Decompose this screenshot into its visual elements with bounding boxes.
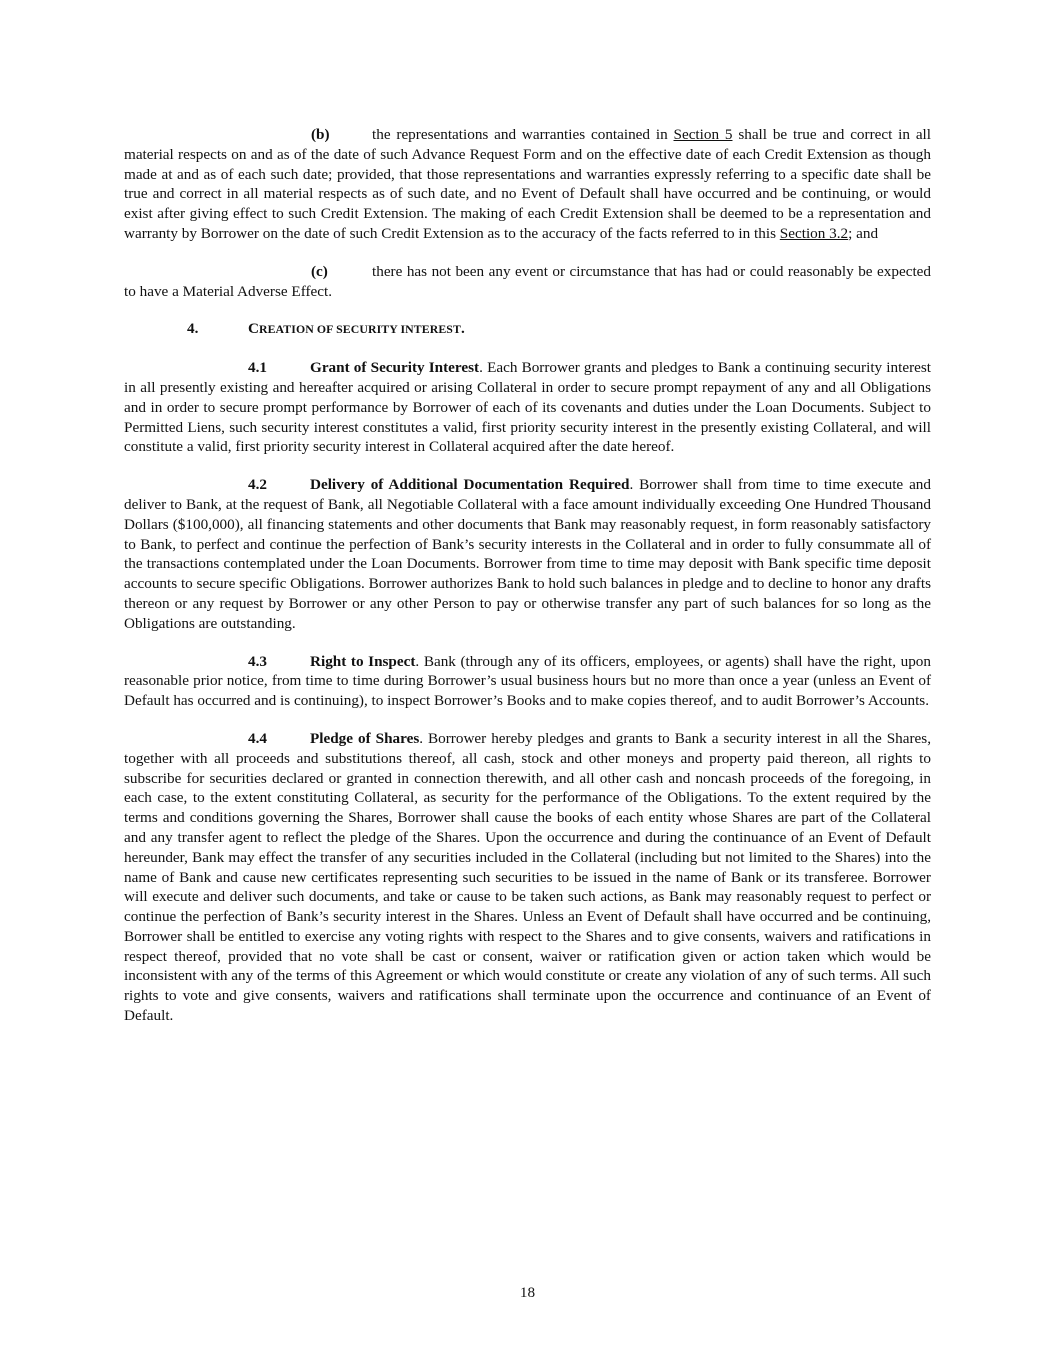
section-heading-period: . <box>460 320 465 338</box>
section-4-2-number: 4.2 <box>248 476 267 494</box>
section-4-3-title: Right to Inspect <box>310 652 416 670</box>
section-4-1 <box>124 358 931 457</box>
paragraph-b <box>124 125 931 244</box>
section-4-3-number: 4.3 <box>248 652 267 670</box>
section-4-4-number: 4.4 <box>248 729 267 747</box>
section-4-3-text: . Bank (through any of its officers, employees, or agents) shall have the right, upon reasonable prior notice, from time to time during Borrower’s usual business hours but no more than once a year (unless an Event of Default has occurred and is continuing), to inspect Borrower’s Books and to make copies thereof, and to audit Borrower’s Accounts. <box>124 652 931 710</box>
section-heading-title: REATION OF SECURITY INTEREST <box>258 322 461 337</box>
section-heading-number: 4. <box>187 320 199 338</box>
paragraph-c-text: there has not been any event or circumstance that has had or could reasonably be expected to have a Material Adverse Effect. <box>124 262 931 300</box>
section-4-2-title: Delivery of Additional Documentation Required <box>310 476 630 494</box>
paragraph-b-text-1: the representations and warranties contained in <box>372 126 674 143</box>
section-4-4-text: . Borrower hereby pledges and grants to Bank a security interest in all the Shares, together with all proceeds and substitutions thereof, all cash, stock and other moneys and property paid thereon, all rights to subscribe for securities declared or granted in connection therewith, and all other cash and noncash proceeds of the foregoing, in each case, to the extent constituting Collateral, as security for the performance of the Obligations. To the extent required by the terms and conditions governing the Shares, Borrower shall cause the books of each entity whose Shares are part of the Collateral and any transfer agent to reflect the pledge of the Shares. Upon the occurrence and during the continuance of an Event of Default hereunder, Bank may effect the transfer of any securities included in the Collateral (including but not limited to the Shares) into the name of Bank and cause new certificates representing such securities to be issued in the name of Bank or its transferee. Borrower will execute and deliver such documents, and take or cause to be taken such actions, as Bank may reasonably request to perfect or continue the perfection of Bank’s security interest in the Shares. Unless an Event of Default shall have occurred and be continuing, Borrower shall be entitled to exercise any voting rights with respect to the Shares and to give consents, waivers and ratifications in respect thereof, provided that no vote shall be cast or consent, waiver or ratification given or action taken which would be inconsistent with any of the terms of this Agreement or which would constitute or create any violation of any of such terms. All such rights to vote and give consents, waivers and ratifications shall terminate upon the occurrence and continuance of an Event of Default. <box>124 729 931 1025</box>
section-4-1-title: Grant of Security Interest <box>310 359 480 377</box>
document-page <box>124 125 931 1026</box>
section-4-2-text: . Borrower shall from time to time execute and deliver to Bank, at the request of Bank, all Negotiable Collateral with a face amount individually exceeding One Hundred Thousand Dollars ($100,000), all financing statements and other documents that Bank may reasonably request, in form reasonably satisfactory to Bank, to perfect and continue the perfection of Bank’s security interests in the Collateral and in order to fully consummate all of the transactions contemplated under the Loan Documents. Borrower from time to time may deposit with Bank specific time deposit accounts to secure specific Obligations. Borrower authorizes Bank to hold such balances in pledge and to decline to honor any drafts thereon or any request by Borrower or any other Person to pay or otherwise transfer any part of such balances for so long as the Obligations are outstanding. <box>124 476 931 632</box>
paragraph-b-label: (b) <box>311 126 330 143</box>
paragraph-b-text-2: shall be true and correct in all material respects on and as of the date of such Advance Request Form and on the effective date of each Credit Extension as though made at and as of each such date; provided, that those representations and warranties expressly referring to a specific date shall be true and correct in all material respects as of such date, and no Event of Default shall have occurred and be continuing, or would exist after giving effect to such Credit Extension. The making of each Credit Extension shall be deemed to be a representation and warranty by Borrower on the date of such Credit Extension as to the accuracy of the facts referred to in this <box>124 126 931 242</box>
paragraph-b-text-3: ; and <box>848 224 879 242</box>
section-heading-first-letter: C <box>248 320 259 338</box>
paragraph-c-label: (c) <box>311 262 328 280</box>
section-heading <box>124 319 931 340</box>
page-number: 18 <box>519 1284 536 1301</box>
section-4-1-number: 4.1 <box>248 359 267 377</box>
section-4-4 <box>124 729 931 1026</box>
paragraph-c <box>124 262 931 302</box>
section-4-2 <box>124 475 931 633</box>
section-4-3 <box>124 652 931 711</box>
section-4-4-title: Pledge of Shares <box>310 729 420 747</box>
section-5-reference: Section 5 <box>673 126 733 143</box>
section-4-1-text: . Each Borrower grants and pledges to Bank a continuing security interest in all presently existing and hereafter acquired or arising Collateral in order to secure prompt repayment of any and all Obligations and in order to secure prompt performance by Borrower of each of its covenants and duties under the Loan Documents. Subject to Permitted Liens, such security interest constitutes a valid, first priority security interest in the presently existing Collateral, and will constitute a valid, first priority security interest in Collateral acquired after the date hereof. <box>124 359 932 456</box>
section-3-2-reference: Section 3.2 <box>779 224 849 242</box>
